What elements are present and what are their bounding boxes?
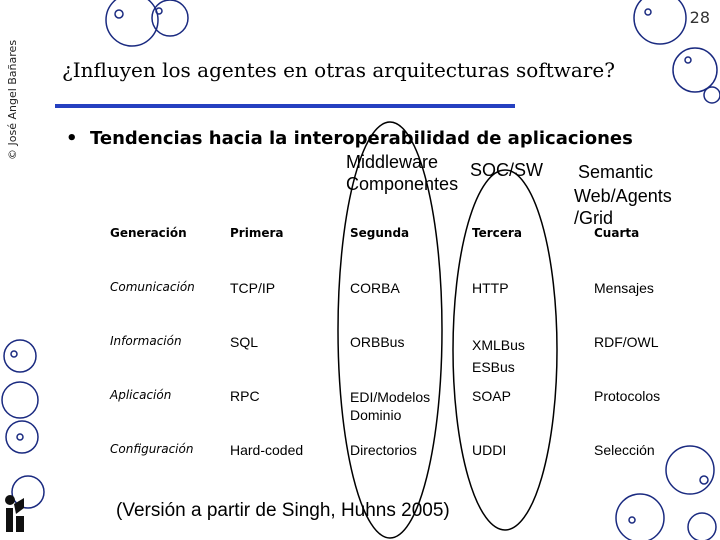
bullet-icon: • [66,128,78,149]
bubble [685,57,691,63]
row-label: Información [110,334,182,348]
cell-line: EDI/Modelos [350,389,431,405]
table-cell: Protocolos [594,388,661,404]
bubble [616,494,664,540]
table-cell: SOAP [472,388,511,404]
table-header-cell: Generación [110,226,187,240]
label-componentes: Componentes [346,174,459,194]
label-grid: /Grid [574,208,614,228]
table-row [110,278,704,332]
table-cell: CORBA [350,280,400,296]
table-row [110,386,704,440]
table-cell: SQL [230,334,259,350]
row-label: Aplicación [110,388,172,402]
table-cell: RDF/OWL [594,334,659,350]
table-cell: Mensajes [594,280,654,296]
generations-table [110,222,704,494]
table-cell: RPC [230,388,260,404]
table-row [110,332,704,386]
bubble [106,0,158,46]
table-header-cell: Primera [230,226,284,240]
table-row [110,440,704,494]
bullet-text: Tendencias hacia la interoperabilidad de aplicaciones [90,128,633,149]
table-cell: TCP/IP [230,280,276,296]
slide-title: ¿Influyen los agentes en otras arquitecturas software? [62,58,615,82]
table-cell: Directorios [350,442,417,458]
table-header-row [110,222,704,278]
table-cell [350,386,472,440]
bubble [6,421,38,453]
row-label: Comunicación [110,280,195,294]
title-underline [55,104,515,108]
table-cell: ORBBus [350,334,405,350]
bubble [634,0,686,44]
cell-line: Dominio [350,407,402,423]
bullet-point [66,128,633,149]
table-cell [472,332,594,386]
label-middleware: Middleware [346,152,439,172]
label-soc-sw: SOC/SW [470,160,544,180]
table-header-cell: Segunda [350,226,410,240]
bubble [11,351,17,357]
slide-number: 28 [689,8,710,27]
label-semantic: Semantic [578,162,654,182]
table-cell: Hard-coded [230,442,304,458]
bubble [704,87,720,103]
bubble [17,434,23,440]
table-header-cell: Tercera [472,226,522,240]
bubble [2,382,38,418]
bubble [673,48,717,92]
university-logo-icon [4,494,26,534]
table-cell: UDDI [472,442,507,458]
row-label: Configuración [110,442,194,456]
cell-line: ESBus [472,359,515,375]
table-header-cell: Cuarta [594,226,640,240]
bubble [629,517,635,523]
bubble [4,340,36,372]
bubble [688,513,716,540]
cell-line: XMLBus [472,337,525,353]
bubble [645,9,651,15]
bubble [115,10,123,18]
label-web-agents: Web/Agents [574,186,672,206]
source-citation: (Versión a partir de Singh, Huhns 2005) [116,500,450,521]
copyright-notice: © José Angel Bañares [6,39,19,160]
table-cell: HTTP [472,280,509,296]
table-cell: Selección [594,442,655,458]
